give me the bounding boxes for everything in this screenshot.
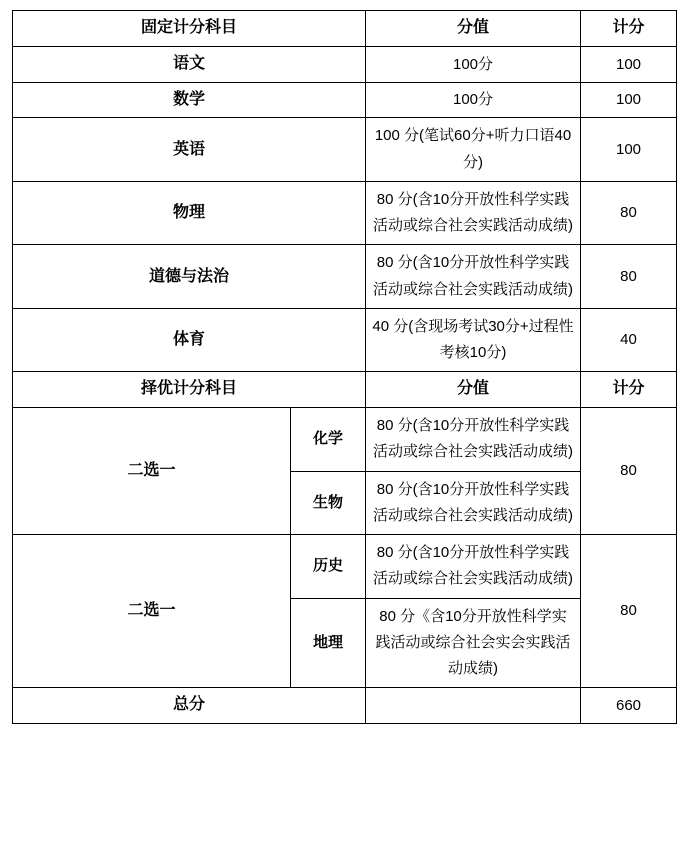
subject-value: 80 分(含10分开放性科学实践活动或综合社会实践活动成绩): [366, 535, 581, 599]
subject-value: 40 分(含现场考试30分+过程性考核10分): [366, 308, 581, 372]
subject-value: 100分: [366, 46, 581, 82]
subject-name: 生物: [291, 471, 366, 535]
subject-value: 100分: [366, 82, 581, 118]
table-row: [13, 308, 677, 372]
group-score: 80: [581, 535, 677, 688]
subject-name: 化学: [291, 408, 366, 472]
table-row: [13, 118, 677, 182]
group-label: 二选一: [13, 535, 291, 688]
subject-name: 数学: [13, 82, 366, 118]
total-score: 660: [581, 688, 677, 724]
subject-name: 体育: [13, 308, 366, 372]
subject-value: 80 分(含10分开放性科学实践活动或综合社会实践活动成绩): [366, 471, 581, 535]
total-label: 总分: [13, 688, 366, 724]
header-score: 计分: [581, 372, 677, 408]
subject-score: 100: [581, 46, 677, 82]
group-label: 二选一: [13, 408, 291, 535]
table-row: [13, 245, 677, 309]
subject-name: 历史: [291, 535, 366, 599]
table-row: [13, 535, 677, 599]
table-row-total: [13, 688, 677, 724]
subject-value: 80 分《含10分开放性科学实践活动或综合社会实会实践活动成绩): [366, 598, 581, 688]
subject-score: 40: [581, 308, 677, 372]
subject-score: 100: [581, 82, 677, 118]
table-row: [13, 82, 677, 118]
subject-name: 物理: [13, 181, 366, 245]
header-value: 分值: [366, 11, 581, 47]
subject-value: 80 分(含10分开放性科学实践活动或综合社会实践活动成绩): [366, 245, 581, 309]
subject-score: 80: [581, 181, 677, 245]
subject-name: 语文: [13, 46, 366, 82]
subject-name: 地理: [291, 598, 366, 688]
table-header-row-optional: [13, 372, 677, 408]
subject-value: 80 分(含10分开放性科学实践活动或综合社会实践活动成绩): [366, 181, 581, 245]
header-score: 计分: [581, 11, 677, 47]
total-value: [366, 688, 581, 724]
header-fixed-subjects: 固定计分科目: [13, 11, 366, 47]
score-table-document: [0, 10, 693, 854]
subject-score: 80: [581, 245, 677, 309]
header-optional-subjects: 择优计分科目: [13, 372, 366, 408]
group-score: 80: [581, 408, 677, 535]
exam-score-table: [12, 10, 677, 724]
subject-name: 道德与法治: [13, 245, 366, 309]
subject-value: 80 分(含10分开放性科学实践活动或综合社会实践活动成绩): [366, 408, 581, 472]
table-row: [13, 181, 677, 245]
table-row: [13, 46, 677, 82]
header-value: 分值: [366, 372, 581, 408]
subject-name: 英语: [13, 118, 366, 182]
subject-value: 100 分(笔试60分+听力口语40分): [366, 118, 581, 182]
table-header-row-fixed: [13, 11, 677, 47]
subject-score: 100: [581, 118, 677, 182]
table-row: [13, 408, 677, 472]
